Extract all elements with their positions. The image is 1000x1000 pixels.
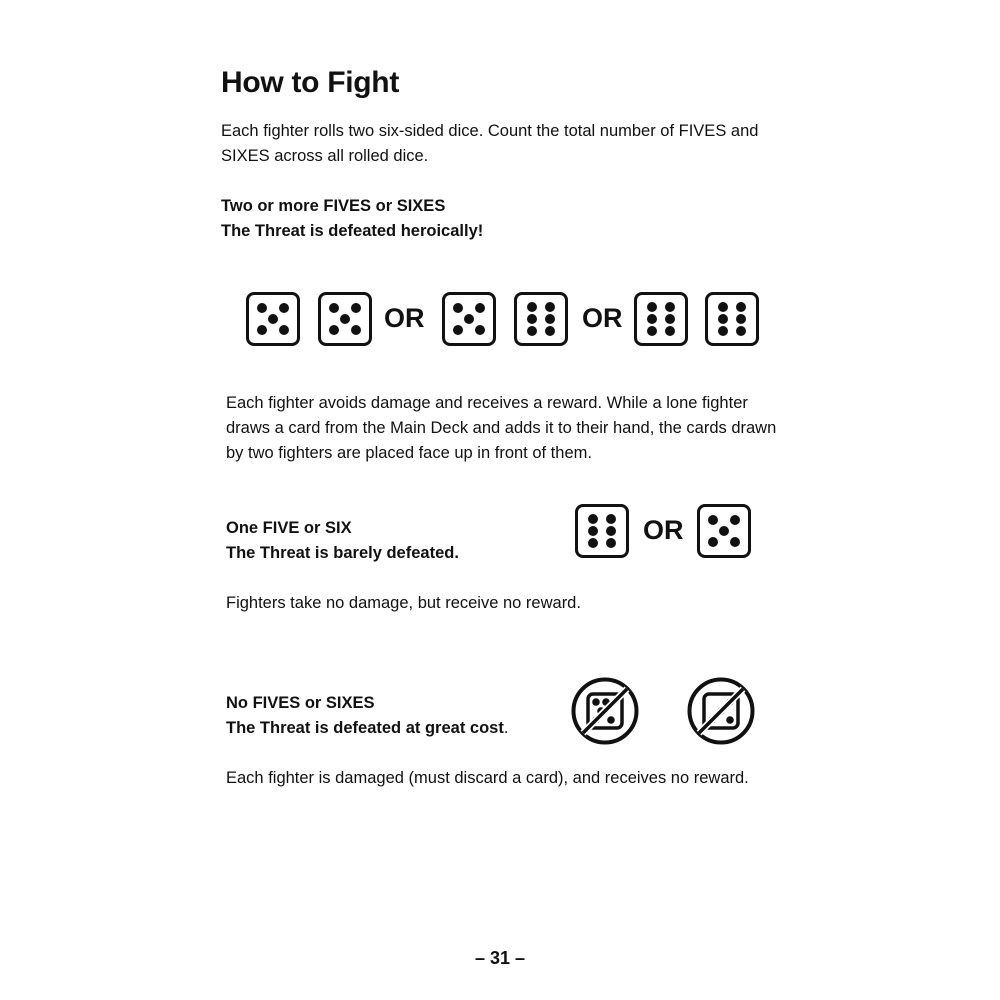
or-label: OR xyxy=(384,303,425,333)
page-title: How to Fight xyxy=(221,66,400,99)
no-five-six-icon xyxy=(687,677,755,745)
section-result-barely: The Threat is barely defeated. xyxy=(226,544,459,562)
section-result-heroic: The Threat is defeated heroically! xyxy=(221,222,484,240)
section-result-cost-suffix: . xyxy=(503,719,509,737)
section-heading-cost: No FIVES or SIXES xyxy=(226,694,375,712)
section-heading-heroic: Two or more FIVES or SIXES xyxy=(221,197,446,215)
die-six-icon xyxy=(634,292,688,346)
die-six-icon xyxy=(705,292,759,346)
intro-paragraph: Each fighter rolls two six-sided dice. Count the total number of FIVES and SIXES across all rolled dice. xyxy=(221,122,759,165)
die-six-icon xyxy=(575,504,629,558)
section-description-heroic: Each fighter avoids damage and receives a reward. While a lone fighter draws a card from the Main Deck and adds it to their hand, the cards drawn by two fighters are placed face up in front of them. xyxy=(226,394,777,462)
section-result-cost xyxy=(226,716,508,741)
section-heading-barely: One FIVE or SIX xyxy=(226,519,352,537)
die-five-icon xyxy=(442,292,496,346)
die-five-icon xyxy=(246,292,300,346)
or-label: OR xyxy=(643,515,684,545)
die-six-icon xyxy=(514,292,568,346)
no-five-six-icon xyxy=(571,677,639,745)
section-description-cost: Each fighter is damaged (must discard a card), and receives no reward. xyxy=(226,769,749,787)
section-result-cost-text: The Threat is defeated at great cost xyxy=(226,719,504,737)
or-label: OR xyxy=(582,303,623,333)
die-five-icon xyxy=(697,504,751,558)
die-five-icon xyxy=(318,292,372,346)
section-description-barely: Fighters take no damage, but receive no reward. xyxy=(226,594,581,612)
page-number: – 31 – xyxy=(474,948,526,968)
